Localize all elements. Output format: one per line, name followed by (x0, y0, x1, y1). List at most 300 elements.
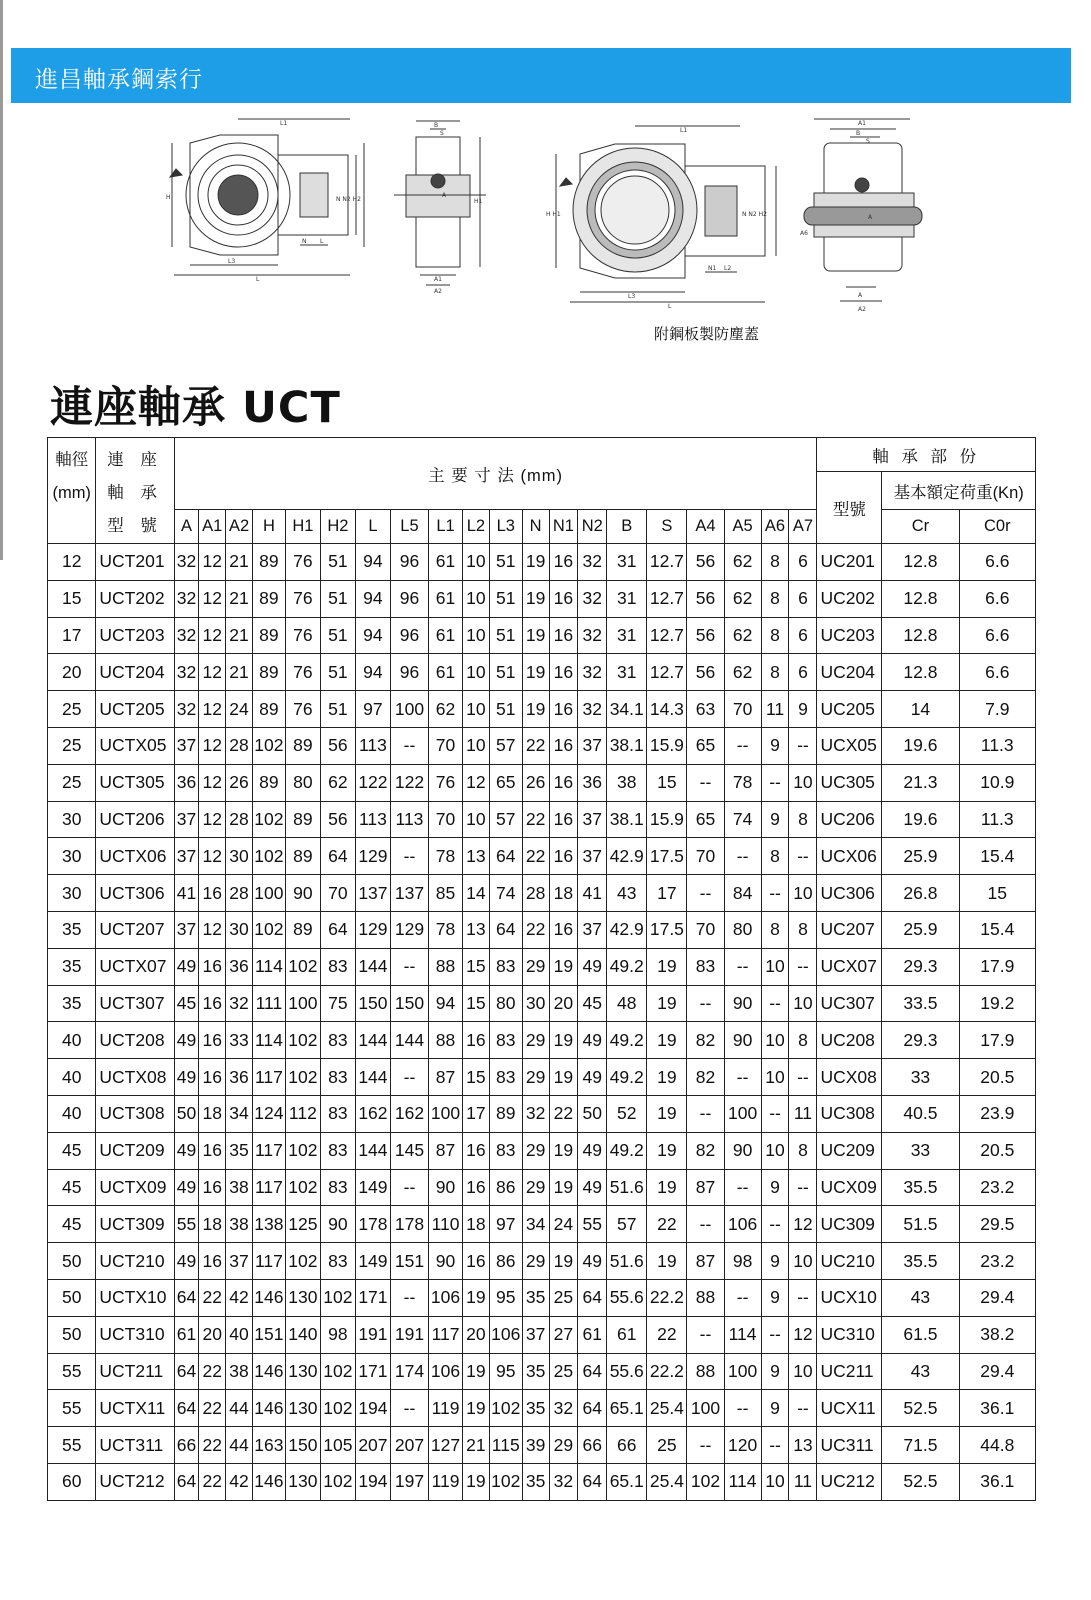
table-cell: 70 (687, 838, 724, 875)
dim-col-header-n1: N1 (549, 510, 578, 544)
table-cell: UCT204 (96, 654, 174, 691)
table-cell: 16 (549, 544, 578, 581)
table-cell: 18 (199, 1095, 226, 1132)
table-cell: 14.3 (647, 691, 687, 728)
table-cell: 61 (578, 1316, 607, 1353)
table-cell: 64 (578, 1353, 607, 1390)
table-cell: 9 (761, 1243, 789, 1280)
dim-col-header-n2: N2 (578, 510, 607, 544)
table-cell: 65 (687, 727, 724, 764)
table-cell: 96 (390, 617, 428, 654)
table-cell: 29.4 (959, 1353, 1035, 1390)
table-cell: 55.6 (607, 1279, 647, 1316)
table-cell: -- (724, 1169, 761, 1206)
table-cell: 146 (252, 1279, 285, 1316)
dim-col-header-h1: H1 (285, 510, 320, 544)
table-cell: 30 (48, 838, 96, 875)
table-cell: 35 (522, 1390, 549, 1427)
table-cell: 52.5 (882, 1463, 959, 1500)
table-cell: -- (687, 985, 724, 1022)
table-cell: 49 (578, 1132, 607, 1169)
table-cell: 64 (489, 838, 522, 875)
table-cell: 38.1 (607, 727, 647, 764)
table-cell: 31 (607, 654, 647, 691)
table-cell: 12 (48, 544, 96, 581)
table-cell: 89 (285, 838, 320, 875)
table-cell: 45 (48, 1132, 96, 1169)
table-cell: 15 (647, 764, 687, 801)
svg-text:H1: H1 (474, 198, 483, 205)
table-cell: 7.9 (959, 691, 1035, 728)
table-cell: 19 (647, 985, 687, 1022)
table-cell: 102 (320, 1279, 355, 1316)
table-cell: 113 (355, 801, 390, 838)
table-cell: 90 (429, 1243, 463, 1280)
table-cell: 35 (226, 1132, 253, 1169)
table-cell: 17 (463, 1095, 490, 1132)
table-cell: 64 (174, 1463, 199, 1500)
table-cell: 6.6 (959, 654, 1035, 691)
header-banner (11, 48, 1071, 103)
table-cell: UCT201 (96, 544, 174, 581)
table-cell: 38 (226, 1353, 253, 1390)
table-cell: 64 (174, 1390, 199, 1427)
table-cell: UC207 (817, 911, 882, 948)
table-row (48, 1095, 1036, 1132)
table-cell: 117 (429, 1316, 463, 1353)
table-cell: 32 (549, 1463, 578, 1500)
table-cell: 70 (724, 691, 761, 728)
table-cell: 102 (252, 838, 285, 875)
table-cell: 32 (578, 617, 607, 654)
table-cell: 15.9 (647, 727, 687, 764)
table-cell: 83 (320, 1022, 355, 1059)
table-cell: 55 (48, 1390, 96, 1427)
table-cell: 25 (48, 764, 96, 801)
svg-text:B: B (434, 122, 439, 129)
table-row (48, 1206, 1036, 1243)
svg-text:L2: L2 (724, 265, 732, 272)
table-cell: 19 (549, 1022, 578, 1059)
table-cell: 37 (174, 911, 199, 948)
table-cell: 49.2 (607, 1059, 647, 1096)
svg-text:L: L (256, 276, 260, 283)
table-row (48, 1390, 1036, 1427)
table-row (48, 985, 1036, 1022)
table-cell: 51 (489, 617, 522, 654)
table-cell: 10 (761, 1059, 789, 1096)
table-cell: 111 (252, 985, 285, 1022)
table-cell: UCTX11 (96, 1390, 174, 1427)
table-cell: 22.2 (647, 1353, 687, 1390)
table-cell: 70 (320, 875, 355, 912)
table-cell: 66 (607, 1427, 647, 1464)
table-cell: 33 (882, 1132, 959, 1169)
table-cell: 37 (578, 801, 607, 838)
table-cell: 44 (226, 1427, 253, 1464)
table-cell: 15 (959, 875, 1035, 912)
table-cell: 122 (355, 764, 390, 801)
table-cell: -- (761, 764, 789, 801)
table-cell: 89 (285, 801, 320, 838)
table-cell: 19.2 (959, 985, 1035, 1022)
svg-text:A1: A1 (434, 276, 442, 283)
table-cell: 10 (463, 727, 490, 764)
table-cell: 9 (761, 1353, 789, 1390)
table-cell: 102 (320, 1463, 355, 1500)
table-cell: 87 (687, 1169, 724, 1206)
table-cell: 43 (607, 875, 647, 912)
table-cell: 102 (489, 1390, 522, 1427)
table-cell: 12.8 (882, 580, 959, 617)
table-cell: 22 (522, 727, 549, 764)
table-cell: 35.5 (882, 1243, 959, 1280)
table-cell: 16 (199, 948, 226, 985)
table-cell: 76 (285, 544, 320, 581)
table-cell: 19 (463, 1279, 490, 1316)
table-cell: 43 (882, 1279, 959, 1316)
table-cell: 12.7 (647, 654, 687, 691)
table-cell: 102 (252, 727, 285, 764)
table-cell: 95 (489, 1353, 522, 1390)
table-cell: 19 (522, 580, 549, 617)
table-cell: 19 (647, 1132, 687, 1169)
table-cell: UCTX10 (96, 1279, 174, 1316)
table-cell: 25 (647, 1427, 687, 1464)
table-cell: -- (390, 1390, 428, 1427)
table-cell: 13 (463, 911, 490, 948)
table-cell: 16 (199, 1132, 226, 1169)
table-cell: 61 (174, 1316, 199, 1353)
table-cell: 83 (320, 1132, 355, 1169)
table-cell: 25 (48, 691, 96, 728)
table-cell: 82 (687, 1132, 724, 1169)
table-cell: 28 (226, 801, 253, 838)
table-cell: 70 (429, 727, 463, 764)
table-cell: 37 (578, 838, 607, 875)
table-cell: 102 (252, 801, 285, 838)
table-cell: 38 (607, 764, 647, 801)
table-cell: 10 (761, 948, 789, 985)
table-cell: 19 (522, 617, 549, 654)
table-cell: 65 (489, 764, 522, 801)
table-cell: 49 (578, 1059, 607, 1096)
table-cell: 22 (647, 1206, 687, 1243)
table-cell: 197 (390, 1463, 428, 1500)
table-cell: 94 (355, 544, 390, 581)
table-cell: 49 (578, 948, 607, 985)
table-cell: 100 (429, 1095, 463, 1132)
table-cell: UC208 (817, 1022, 882, 1059)
table-cell: 15.4 (959, 838, 1035, 875)
table-cell: 64 (174, 1353, 199, 1390)
load-col-header-c0r: C0r (959, 510, 1035, 544)
table-cell: UC202 (817, 580, 882, 617)
table-cell: 25.4 (647, 1390, 687, 1427)
table-row (48, 691, 1036, 728)
table-cell: 30 (48, 875, 96, 912)
table-cell: 89 (252, 654, 285, 691)
table-cell: 64 (174, 1279, 199, 1316)
table-cell: -- (724, 838, 761, 875)
table-cell: 19 (549, 1059, 578, 1096)
table-cell: 207 (355, 1427, 390, 1464)
table-cell: 22 (199, 1279, 226, 1316)
table-cell: 88 (687, 1279, 724, 1316)
table-cell: UC201 (817, 544, 882, 581)
table-cell: 83 (320, 1059, 355, 1096)
spec-table (47, 437, 1036, 1501)
table-cell: 89 (285, 911, 320, 948)
table-cell: 61 (607, 1316, 647, 1353)
table-cell: 9 (761, 727, 789, 764)
table-cell: 51.6 (607, 1243, 647, 1280)
table-cell: 50 (174, 1095, 199, 1132)
table-cell: 8 (789, 1022, 817, 1059)
table-cell: 62 (724, 544, 761, 581)
table-cell: 150 (355, 985, 390, 1022)
table-cell: 30 (48, 801, 96, 838)
svg-text:L3: L3 (228, 258, 236, 265)
table-cell: 35 (48, 948, 96, 985)
bearing-model-header: 型號 (817, 472, 882, 544)
table-cell: 83 (320, 948, 355, 985)
table-cell: 70 (429, 801, 463, 838)
table-cell: 124 (252, 1095, 285, 1132)
svg-text:N N2 H2: N N2 H2 (742, 211, 767, 218)
table-cell: 57 (489, 727, 522, 764)
table-cell: 51 (489, 691, 522, 728)
table-cell: 146 (252, 1390, 285, 1427)
table-cell: 28 (226, 875, 253, 912)
table-cell: 163 (252, 1427, 285, 1464)
table-cell: -- (789, 727, 817, 764)
table-cell: 57 (607, 1206, 647, 1243)
table-cell: 94 (355, 580, 390, 617)
table-cell: 29.3 (882, 1022, 959, 1059)
table-cell: 41 (174, 875, 199, 912)
table-cell: 144 (355, 948, 390, 985)
table-cell: 102 (285, 1022, 320, 1059)
table-cell: 14 (463, 875, 490, 912)
table-cell: UCT207 (96, 911, 174, 948)
table-cell: 76 (285, 617, 320, 654)
table-cell: 11 (789, 1095, 817, 1132)
table-cell: 40 (48, 1095, 96, 1132)
svg-text:S: S (866, 138, 870, 145)
table-cell: 102 (285, 948, 320, 985)
table-cell: UCX07 (817, 948, 882, 985)
table-cell: 35 (522, 1353, 549, 1390)
table-cell: 36.1 (959, 1390, 1035, 1427)
table-cell: 32 (578, 654, 607, 691)
table-cell: 22 (199, 1427, 226, 1464)
table-cell: 115 (489, 1427, 522, 1464)
table-cell: 65.1 (607, 1390, 647, 1427)
table-cell: 130 (285, 1463, 320, 1500)
table-cell: 64 (489, 911, 522, 948)
table-cell: 12 (199, 654, 226, 691)
table-cell: 149 (355, 1169, 390, 1206)
table-cell: 9 (761, 1390, 789, 1427)
svg-text:A2: A2 (858, 306, 866, 313)
table-cell: 6.6 (959, 617, 1035, 654)
table-cell: 29.3 (882, 948, 959, 985)
table-cell: UC305 (817, 764, 882, 801)
table-cell: 51 (320, 654, 355, 691)
table-cell: 65.1 (607, 1463, 647, 1500)
table-cell: 12.8 (882, 544, 959, 581)
table-cell: 102 (285, 1132, 320, 1169)
table-cell: UCT208 (96, 1022, 174, 1059)
covered-front-view-drawing (540, 118, 790, 318)
table-cell: 15 (48, 580, 96, 617)
table-cell: 144 (355, 1059, 390, 1096)
table-cell: 38.1 (607, 801, 647, 838)
table-cell: 32 (174, 580, 199, 617)
svg-text:A2: A2 (434, 288, 442, 295)
table-cell: 16 (549, 691, 578, 728)
table-cell: 90 (429, 1169, 463, 1206)
table-cell: UCTX07 (96, 948, 174, 985)
table-cell: UCTX09 (96, 1169, 174, 1206)
table-cell: 40 (48, 1022, 96, 1059)
table-cell: 60 (48, 1463, 96, 1500)
table-cell: 61 (429, 544, 463, 581)
table-cell: -- (390, 727, 428, 764)
table-row (48, 1279, 1036, 1316)
svg-text:H H1: H H1 (546, 211, 561, 218)
table-cell: 12 (199, 911, 226, 948)
table-cell: 89 (252, 764, 285, 801)
table-cell: 78 (429, 838, 463, 875)
dim-col-header-a7: A7 (789, 510, 817, 544)
dim-col-header-l: L (355, 510, 390, 544)
table-cell: 22 (199, 1463, 226, 1500)
table-cell: 38 (226, 1206, 253, 1243)
table-cell: 106 (724, 1206, 761, 1243)
table-row (48, 580, 1036, 617)
table-cell: 21 (226, 654, 253, 691)
table-cell: 97 (355, 691, 390, 728)
table-cell: UC311 (817, 1427, 882, 1464)
table-cell: 71.5 (882, 1427, 959, 1464)
table-cell: 55 (578, 1206, 607, 1243)
table-cell: UCX08 (817, 1059, 882, 1096)
table-cell: 100 (687, 1390, 724, 1427)
dim-col-header-a5: A5 (724, 510, 761, 544)
table-cell: 70 (687, 911, 724, 948)
table-cell: 51 (320, 617, 355, 654)
dim-col-header-l3: L3 (489, 510, 522, 544)
table-cell: 19 (522, 691, 549, 728)
table-cell: 29 (522, 948, 549, 985)
svg-text:S: S (440, 130, 444, 137)
table-cell: 83 (320, 1095, 355, 1132)
model-header-line-3: 型 號 (107, 517, 163, 535)
table-cell: 50 (48, 1243, 96, 1280)
table-cell: 32 (174, 691, 199, 728)
table-cell: 88 (429, 948, 463, 985)
load-rating-header: 基本額定荷重(Kn) (882, 472, 1036, 510)
table-cell: 49 (174, 1169, 199, 1206)
table-cell: UC205 (817, 691, 882, 728)
table-cell: 51 (489, 580, 522, 617)
table-cell: 89 (252, 617, 285, 654)
table-cell: 117 (252, 1059, 285, 1096)
table-cell: -- (687, 1427, 724, 1464)
table-cell: 96 (390, 544, 428, 581)
table-cell: 10 (463, 617, 490, 654)
table-cell: 29 (522, 1022, 549, 1059)
table-cell: 64 (320, 911, 355, 948)
table-cell: -- (390, 1169, 428, 1206)
dim-col-header-a2: A2 (226, 510, 253, 544)
shaft-header-cell (48, 438, 96, 544)
table-cell: 34 (226, 1095, 253, 1132)
table-cell: 10 (463, 654, 490, 691)
table-cell: 10 (463, 691, 490, 728)
table-cell: 16 (199, 1169, 226, 1206)
table-cell: 32 (174, 654, 199, 691)
table-cell: 80 (724, 911, 761, 948)
table-cell: 31 (607, 544, 647, 581)
table-cell: 45 (48, 1169, 96, 1206)
dim-col-header-s: S (647, 510, 687, 544)
table-cell: 20 (549, 985, 578, 1022)
table-cell: UCX10 (817, 1279, 882, 1316)
table-cell: 174 (390, 1353, 428, 1390)
table-cell: 119 (429, 1390, 463, 1427)
table-cell: 145 (390, 1132, 428, 1169)
dim-col-header-n: N (522, 510, 549, 544)
table-cell: UCTX05 (96, 727, 174, 764)
table-cell: 66 (174, 1427, 199, 1464)
table-cell: 114 (252, 1022, 285, 1059)
table-cell: 19 (549, 1243, 578, 1280)
svg-text:B: B (856, 130, 861, 137)
table-cell: 11.3 (959, 801, 1035, 838)
table-cell: 31 (607, 617, 647, 654)
table-cell: 17 (48, 617, 96, 654)
table-cell: -- (687, 1095, 724, 1132)
table-cell: 9 (761, 1279, 789, 1316)
table-cell: 16 (549, 838, 578, 875)
shaft-header-label: 軸徑 (55, 451, 89, 469)
table-cell: 137 (390, 875, 428, 912)
table-cell: 90 (724, 1022, 761, 1059)
table-cell: 56 (320, 727, 355, 764)
table-cell: 12 (199, 617, 226, 654)
table-cell: UCX09 (817, 1169, 882, 1206)
table-cell: UCT202 (96, 580, 174, 617)
dim-col-header-a: A (174, 510, 199, 544)
table-cell: 137 (355, 875, 390, 912)
table-row (48, 1169, 1036, 1206)
table-cell: 83 (320, 1169, 355, 1206)
table-cell: -- (761, 1316, 789, 1353)
table-cell: 10 (761, 1463, 789, 1500)
table-cell: 33 (882, 1059, 959, 1096)
table-cell: 19 (647, 1095, 687, 1132)
table-cell: 21.3 (882, 764, 959, 801)
table-cell: 44.8 (959, 1427, 1035, 1464)
table-cell: 120 (724, 1427, 761, 1464)
table-cell: 37 (522, 1316, 549, 1353)
table-cell: UCT205 (96, 691, 174, 728)
table-cell: 49 (578, 1169, 607, 1206)
table-cell: 12 (789, 1206, 817, 1243)
